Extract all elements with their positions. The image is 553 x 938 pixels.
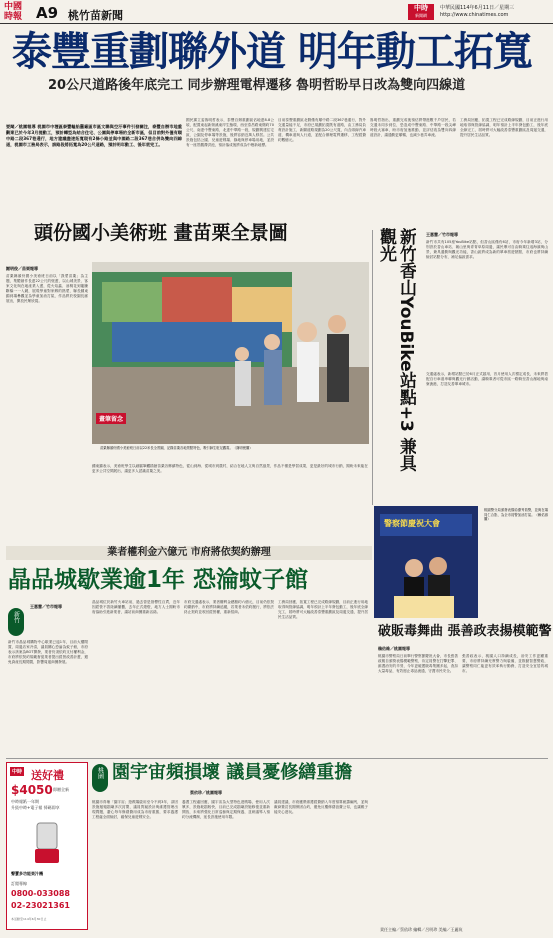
youbike-byline: 王惠慧／竹市報導 <box>426 232 458 237</box>
logo-line1: 中國 <box>4 2 23 12</box>
ad-phone1[interactable]: 0800-033088 <box>11 889 70 898</box>
lead-body-col4: 工務局回應，拓寬工程已完成路線規劃，目前正進行用地取得與管線協調，明年預計上半年發包動工，後年底全線完工，屆時將可大幅改善泰豐重劃區及周邊交通，提升居民生活品質。 <box>460 118 548 137</box>
temple-side-tag-text: 桃園 <box>96 767 104 779</box>
temple-body2: 養護工程處回應，園宇宙為大型特色遊戲場，使用人次眾多，設施耗損較快，目前已完成損壞設施修復並重新開放，未來將強化日常巡檢與定期保養，並研議導入預約分流機制，延長設施使用年限。 <box>182 800 270 819</box>
police-photo-caption: 桃園警分局頒發表揚給優秀員警，並與在場同仁合影，為全市員警加油打氣。（賴佑維攝） <box>484 508 548 522</box>
mall-side-tag-text: 新竹 <box>12 611 20 623</box>
newspaper-logo <box>4 2 30 22</box>
police-ceremony-photo <box>374 506 478 618</box>
ad-price-note: 即贈全新 <box>53 787 69 792</box>
ad-subscribe: 中時報紙一年期 <box>11 799 39 804</box>
brand-badge-text: 中時 <box>414 4 428 12</box>
lead-body-col2: 目前泰豐重劃區北側僅有順中路二段367巷通行，對外交通量能不足，市府已規劃拓寬既有道路，由工務局負責設計施工，新闢道路規劃為20公尺寬，內含兩線汽車道、機車道與人行道，並配合辦理電桿遷移，工程經費約數億元。 <box>278 118 366 142</box>
youbike-body: 新竹市共有105座YouBike站點，但香山區僅有6站，市府今年新增3站，分別設於香山車站、朝山里與青青草原周邊，讓民眾可自由騎乘往返海濱與山景，兼具通勤與觀光功能，香山區將成為新的單車旅遊熱點，市府也將持續檢討站點分布，補足偏區需求。 <box>426 240 548 259</box>
date-line: 中華民國114年6月11日／星期三 <box>440 5 515 11</box>
ad-phone-label: 訂閱專線 <box>11 881 27 886</box>
lead-body-col3: 魯明哲指出，重劃完成後預估將帶進數千戶居民，若交通未同步到位，恐造成中豐東路、中華路一段尖峰時段大塞車，盼市府加速推動，並評估改為雙向四線道設計，讓通勤更順暢，也減少巷弄車流。 <box>370 118 456 137</box>
ad-gift1: 聲寶多功能果汁機 <box>11 871 43 876</box>
brand-badge <box>408 4 434 20</box>
brand-sub-text: 新聞網 <box>415 13 427 18</box>
youbike-body2: 交通處表示，新增站點已於6月正式啟用，首月使用人次穩定成長，未來將搭配自行車道串聯與觀光行銷活動，讓騎乘者可從市區一路騎至香山濕地與南寮漁港，打造友善單車城市。 <box>426 372 548 386</box>
juicer-icon <box>27 821 67 867</box>
police-banner-text: 警察節慶祝大會 <box>384 519 440 528</box>
summary-label: 要聞 <box>6 124 15 129</box>
temple-headline: 園宇宙頻損壞 議員憂修繕重擔 <box>112 762 353 783</box>
ad-fine-print: 本活動至114年6月30日止 <box>11 917 47 921</box>
ceremony-body2: 張善政表示，桃園人口持續成長，治安工作更顯重要，市府將持續充實警力與裝備，並推動智慧警政，讓警察同仁能更有效率執行勤務，打造安全宜居的城市。 <box>462 654 548 673</box>
mall-body: 新竹市晶品城購物中心歇業已逾1年，目前大樓閒置，周邊店家冷清，議員關心恐淪為蚊子館，市府表示該案為BOT開發，業者仍須依約支付權利金，市府將依契約規範督促業者提出經營改善計畫，避免資產長期閒置，影響周邊商圈發展。 <box>8 640 88 664</box>
ceremony-headline: 破販毒舞曲 張善政表揚模範警 <box>378 624 552 639</box>
temple-body3: 議員建議，市府應將維護經費納入年度預算統籌編列，並與廠商簽訂長期保固合約，避免反覆修繕浪費公帑，也讓親子能安心遊玩。 <box>274 800 368 814</box>
footer-credits: 責任主編／蔡依珍 編輯／呂明珍 美編／王麗筑 <box>380 927 463 932</box>
mural-body: 苗栗縣頭份國小美術班日前以「我愛苗栗」為主題，集體創作長達22公尺的壁畫，以山城美景、客家文化與在地產業入畫，從火焰蟲、油桐花到龍騰斷橋一一入鏡，展現學童對家鄉的熱愛，縣長鍾東錦到場參觀並為學童加油打氣，作品將於校園長廊展出，開放民眾欣賞。 <box>6 274 88 303</box>
ad-brand: 中時 <box>12 769 23 775</box>
mall-body2: 晶品城位於新竹火車站前，過去曾是指標性百貨，近年因經營不善陸續撤櫃，去年正式熄燈，地方人士期盼市府協助引進新業者，讓站前商圈重新活絡。 <box>92 600 180 614</box>
mall-side-tag <box>8 608 24 636</box>
agreement-banner <box>6 546 372 560</box>
subscription-ad[interactable] <box>6 762 88 930</box>
mural-byline: 謝明俊／苗栗報導 <box>6 266 38 271</box>
masthead <box>0 0 553 24</box>
section-rule <box>6 758 548 759</box>
mural-photo <box>92 262 369 444</box>
ad-gift-image <box>27 821 67 867</box>
lead-headline: 泰豐重劃聯外道 明年動工拓寬 <box>12 29 532 75</box>
temple-side-tag <box>92 764 108 792</box>
mural-headline: 頭份國小美術班 畫苗栗全景圖 <box>34 222 288 244</box>
ad-tagline: 升級中時+電子報 掃碼即享 <box>11 805 60 810</box>
ad-phone2[interactable]: 02-23021361 <box>11 901 70 910</box>
column-rule <box>372 230 373 505</box>
mall-body3: 市府交通處表示，業者權利金總額約六億元，目前仍依契約繳納中，市府將持續追蹤，若業者未依約履行，將依法終止契約並收回經營權，重新招商。 <box>184 600 274 614</box>
summary-text: ／桃園報導 桃園市中壢區泰豐輪胎舊廠區市區文聯與空汙事件引發關注，泰豐自辦市地重劃案已於今年3月提動工，預計轉型為結合住宅、公園與停車場的全新市區，但目前對外僅有順中路二段367巷通行，地方建議盡速拓寬現有2條小路並與中園路二段367巷合併為雙向四線道，桃園市工務局表示，該路段將拓寬為20公尺道路，預計明年動工、後年底完工。 <box>6 124 182 147</box>
temple-byline: 蔡依珍／桃園報導 <box>190 790 222 795</box>
mural-body2: 鍾東錦表示，美術班學生以細膩筆觸描繪苗栗各鄉鎮特色，從山到海、從城市到農村，結合在地人文與自然風景，作品不僅是學習成果，更是最好的城市行銷，期盼未來能在更多公共空間展出，讓更多人認識苗栗之美。 <box>92 464 368 473</box>
youbike-vertical-headline <box>376 228 416 478</box>
ceremony-body: 桃園市警察局日前舉行警察節慶祝大會，市長張善政親自頒獎表揚模範警察，肯定員警在打擊犯罪、維護治安的辛勞，今年更破獲販毒集團多起，查扣大量毒品，有效遏止毒品流通，守護市民安全。 <box>378 654 458 673</box>
website-link[interactable]: http://www.chinatimes.com <box>440 12 509 18</box>
section-title: 桃竹苗新聞 <box>68 9 123 22</box>
ad-title: 送好禮 <box>31 769 64 782</box>
mall-body4: 工務局回應，拓寬工程已完成路線規劃，目前正進行用地取得與管線協調，明年預計上半年發包動工，後年底全線完工，屆時將可大幅改善泰豐重劃區及周邊交通，提升居民生活品質。 <box>278 600 368 619</box>
lead-body-col1: 國民黨立委魯明哲表示，泰豐自辦重劃區佔地達8.8公頃，配置東起新街溪東岸生態環，西至泰昌路東側約70公尺，南達中豐東路，北達中華路一段，規劃興建住宅區、公園及停車場等設施，後將容納近萬人移居。公共設施包括公園、兒童遊戲場、綠地與停車場用地，並設有一座景觀滯洪池，預計落成後將成為中壢新地標。 <box>186 118 274 147</box>
temple-body: 桃園市青埔「園宇宙」遊戲場啟用至今不到3年，卻因設施頻頻損壞多次封閉，議員質疑設計與維護管理出現問題，憂心每年修繕費用成為市府重擔，要求養護工程處全面檢討，確保兒童遊戲安全。 <box>92 800 178 819</box>
ceremony-byline: 賴佑維／桃園報導 <box>378 646 410 651</box>
mural-photo-illustration <box>92 262 369 444</box>
logo-line2: 時報 <box>4 12 23 22</box>
mall-headline: 晶品城歇業逾1年 恐淪蚊子館 <box>8 567 309 593</box>
page-code: A9 <box>36 4 59 22</box>
photo-badge: 畫筆留念 <box>96 413 126 424</box>
lead-summary-box <box>6 124 182 218</box>
agreement-banner-text: 業者權利金六億元 市府將依契約辦理 <box>107 547 271 558</box>
mall-byline: 王惠慧／竹市報導 <box>30 604 62 609</box>
youbike-headline-text: 新竹香山YouBike站點+3 兼具觀光 <box>376 228 416 472</box>
ad-price: $4050 <box>11 783 53 797</box>
lead-subhead: 20公尺道路後年底完工 同步辦理電桿遷移 魯明哲盼早日改為雙向四線道 <box>48 78 466 93</box>
mural-caption: 苗栗縣頭份國小美術班日前以22米長全景圖，記錄苗栗各地景點特色，吸引師生駐足觀賞。（謝明俊攝） <box>100 446 253 450</box>
